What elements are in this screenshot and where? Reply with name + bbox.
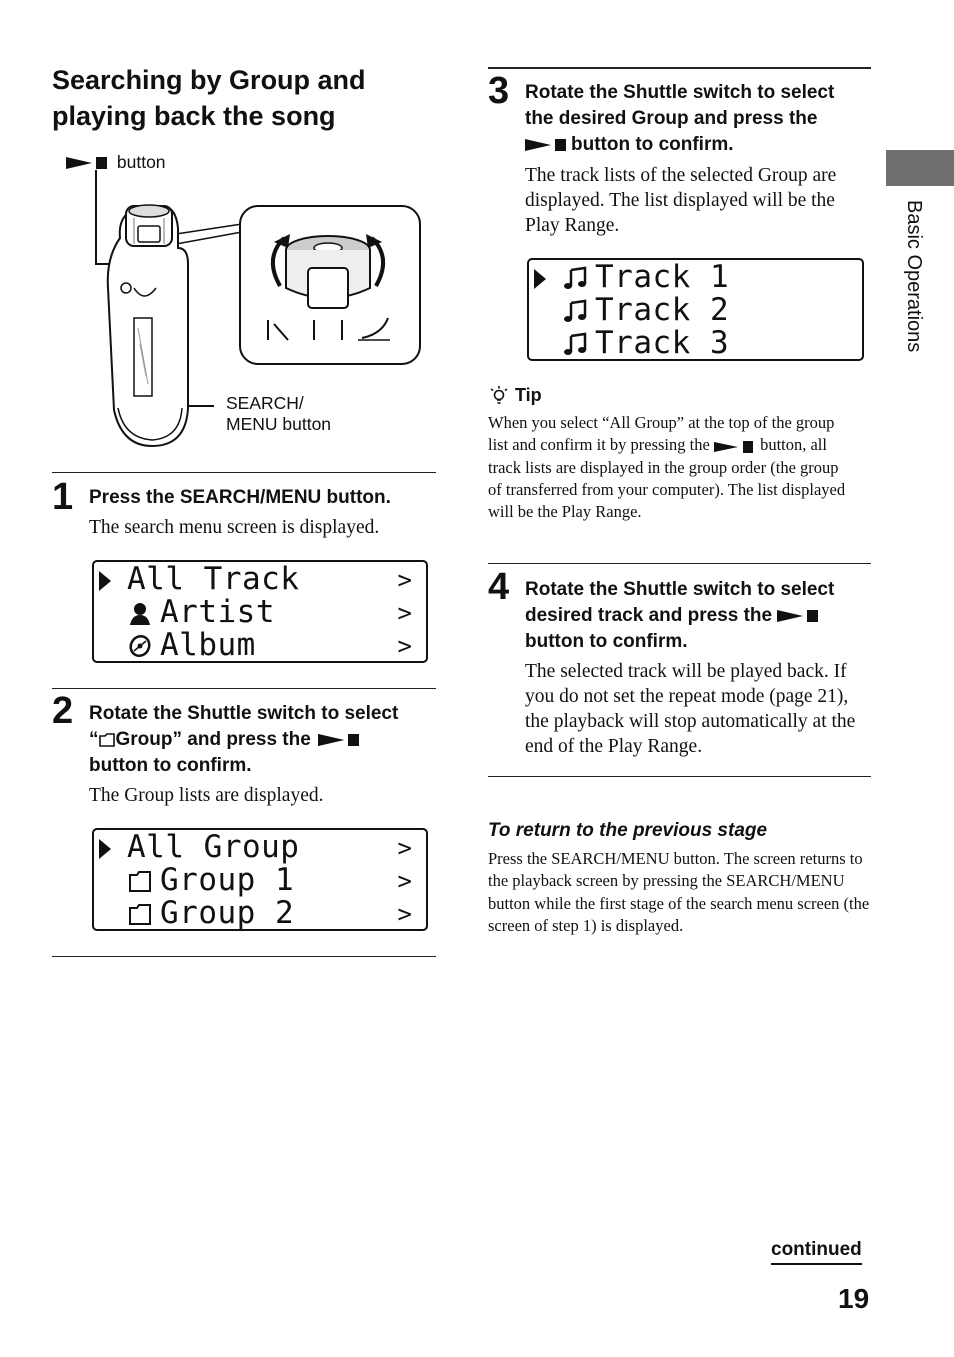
note-icon	[563, 266, 587, 290]
step-2-body: The Group lists are displayed.	[89, 785, 324, 806]
walkman-device-illustration	[52, 148, 432, 448]
section-tab-label: Basic Operations	[903, 200, 925, 353]
tip-heading: Tip	[488, 383, 542, 407]
step-1-body: The search menu screen is displayed.	[89, 517, 380, 538]
folder-icon	[99, 732, 116, 748]
folder-icon	[128, 869, 152, 893]
cursor-icon	[99, 571, 111, 591]
note-icon	[563, 332, 587, 356]
section-tab-marker	[886, 150, 954, 186]
lcd-row: Track 3	[529, 328, 862, 361]
play-stop-icon	[777, 608, 823, 624]
lcd-row: Track 1	[529, 262, 862, 295]
step-2-number: 2	[52, 690, 74, 732]
return-heading: To return to the previous stage	[488, 820, 768, 841]
chevron-right-icon: >	[397, 632, 412, 660]
lcd-row: All Track >	[94, 564, 426, 597]
device-figure	[52, 148, 432, 448]
cursor-icon	[534, 269, 546, 289]
lcd-row: Album >	[94, 630, 426, 663]
tip-text: When you select “All Group” at the top of the group list and confirm it by pressing the button, all track lists are displayed in the group order (the group of transferred from your computer). The list displayed will be the Play Range.	[488, 413, 846, 522]
chevron-right-icon: >	[397, 599, 412, 627]
chevron-right-icon: >	[397, 834, 412, 862]
return-body: Press the SEARCH/MENU button. The screen returns to the playback screen by pressing the SEARCH/MENU button while the first stage of the search menu screen (the screen of step 1) is displayed.	[488, 849, 870, 935]
lcd-row: Artist >	[94, 597, 426, 630]
lcd-row: Track 2	[529, 295, 862, 328]
lightbulb-icon	[488, 385, 510, 407]
step-1-heading: Press the SEARCH/MENU button.	[89, 487, 391, 508]
search-menu-button-callout: SEARCH/ MENU button	[226, 393, 332, 434]
step-4-divider	[488, 563, 871, 564]
play-stop-icon	[316, 732, 362, 748]
folder-icon	[128, 902, 152, 926]
step-4-body: The selected track will be played back. If you do not set the repeat mode (page 21), the playback will stop automatically at the end of the Play Range.	[525, 661, 856, 757]
chevron-right-icon: >	[397, 900, 412, 928]
note-icon	[563, 299, 587, 323]
play-stop-icon	[714, 440, 756, 454]
cursor-icon	[99, 839, 111, 859]
step-4-end-divider	[488, 776, 871, 777]
play-stop-icon	[525, 137, 571, 153]
page-title: Searching by Group and playing back the song	[52, 65, 366, 131]
step-2-lcd-screen	[92, 828, 428, 931]
lcd-row: All Group >	[94, 832, 426, 865]
lcd-row: Group 2 >	[94, 898, 426, 931]
lcd-row: Group 1 >	[94, 865, 426, 898]
step-1-number: 1	[52, 476, 74, 518]
step-3-divider	[488, 67, 871, 69]
playstop-button-callout: button	[66, 152, 166, 173]
step-3-number: 3	[488, 70, 510, 112]
continued-label: continued	[771, 1238, 862, 1265]
page-number: 19	[838, 1283, 870, 1314]
album-icon	[128, 634, 152, 658]
step-4-heading: Rotate the Shuttle switch to select desired track and press the button to confirm.	[525, 579, 835, 652]
chevron-right-icon: >	[397, 566, 412, 594]
step-3-lcd-screen	[527, 258, 864, 361]
step-3-body: The track lists of the selected Group are displayed. The list displayed will be the Play Range.	[525, 165, 837, 236]
step-1-divider	[52, 472, 436, 473]
artist-icon	[128, 601, 152, 625]
step-2-heading: Rotate the Shuttle switch to select “ Group” and press the button to confirm.	[89, 703, 399, 776]
chevron-right-icon: >	[397, 867, 412, 895]
left-column-end-divider	[52, 956, 436, 957]
step-3-heading: Rotate the Shuttle switch to select the desired Group and press the button to confirm.	[525, 82, 835, 155]
step-1-lcd-screen	[92, 560, 428, 663]
step-4-number: 4	[488, 566, 510, 608]
step-2-divider	[52, 688, 436, 689]
